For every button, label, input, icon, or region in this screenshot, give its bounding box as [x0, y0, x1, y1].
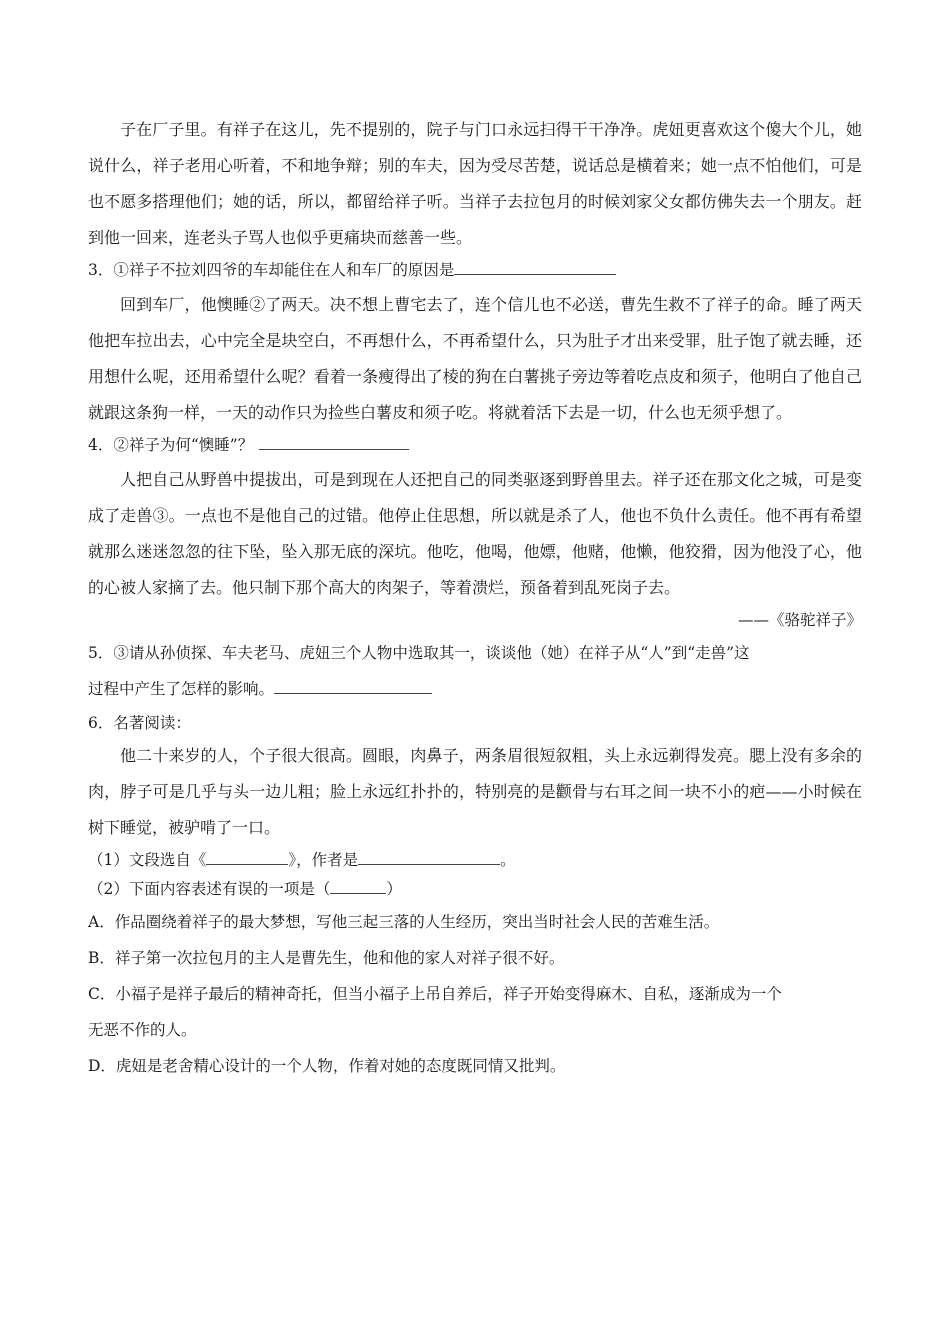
sub-1-prefix: （1）文段选自《 — [88, 851, 207, 869]
option-c-line-2: 无恶不作的人。 — [88, 1021, 197, 1039]
question-6-passage: 他二十来岁的人，个子很大很高。圆眼，肉鼻子，两条眉很短叙粗，头上永远剃得发亮。腮上没有多余的肉，脖子可是几乎与头一边儿粗；脸上永远红扑扑的，特别亮的是颧骨与右耳之间一块不小的疤——小时候在树下睡觉，被驴啃了一口。 — [88, 746, 862, 837]
answer-blank-book-title[interactable] — [206, 848, 288, 865]
answer-blank-q5[interactable] — [274, 677, 432, 694]
sub-1-suffix: 。 — [500, 851, 516, 869]
question-3-text: 3．①祥子不拉刘四爷的车却能住在人和车厂的原因是 — [88, 261, 455, 279]
question-5-line-2 — [88, 671, 862, 707]
document-page — [88, 112, 862, 1084]
question-5-line-1: 5．③请从孙侦探、车夫老马、虎妞三个人物中选取其一，谈谈他（她）在祥子从“人”到“走兽”这 — [88, 644, 750, 662]
question-6-sub-2 — [88, 875, 862, 904]
answer-blank-q4[interactable] — [259, 433, 409, 450]
option-d: D．虎妞是老舍精心设计的一个人物，作着对她的态度既同情又批判。 — [88, 1057, 566, 1075]
passage-2: 回到车厂，他懊睡②了两天。决不想上曹宅去了，连个信儿也不必送，曹先生救不了祥子的命。睡了两天他把车拉出去，心中完全是块空白，不再想什么，不再希望什么，只为肚子才出来受罪，肚子饱了就去睡，还用想什么呢，还用希望什么呢？看着一条瘦得出了棱的狗在白薯挑子旁边等着吃点皮和须子，他明白了他自己就跟这条狗一样，一天的动作只为捡些白薯皮和须子吃。将就着活下去是一切，什么也无须乎想了。 — [88, 295, 862, 422]
source-attribution: ——《骆驼祥子》 — [737, 611, 862, 629]
question-3 — [88, 256, 862, 285]
question-6-sub-1 — [88, 846, 862, 875]
answer-blank-author[interactable] — [358, 848, 500, 865]
passage-1: 子在厂子里。有祥子在这儿，先不提别的，院子与门口永远扫得干干净净。虎妞更喜欢这个傻大个儿，她说什么，祥子老用心听着，不和地争辩；别的车夫，因为受尽苦楚，说话总是横着来；她一点不怕他们，可是也不愿多搭理他们；她的话，所以，都留给祥子听。当祥子去拉包月的时候刘家父女都仿佛失去一个朋友。赶到他一回来，连老头子骂人也似乎更痛块而慈善一些。 — [88, 120, 862, 247]
option-a: A．作品圈绕着祥子的最大梦想，写他三起三落的人生经历，突出当时社会人民的苦难生活。 — [88, 913, 720, 931]
passage-3: 人把自己从野兽中提拔出，可是到现在人还把自己的同类驱逐到野兽里去。祥子还在那文化之城，可是变成了走兽③。一点也不是他自己的过错。他停止住思想，所以就是杀了人，他也不负什么责任。他不再有希望就那么迷迷忽忽的往下坠，坠入那无底的深坑。他吃，他喝，他嫖，他赌，他懒，他狡猾，因为他没了心，他的心被人家摘了去。他只制下那个高大的肉架子，等着溃烂，预备着到乱死岗子去。 — [88, 470, 862, 597]
answer-blank-q3[interactable] — [454, 258, 616, 275]
answer-blank-choice[interactable] — [330, 877, 386, 894]
question-6-heading: 6．名著阅读： — [88, 714, 191, 732]
sub-2-prefix: （2）下面内容表述有误的一项是（ — [88, 880, 331, 898]
option-b: B．祥子第一次拉包月的主人是曹先生，他和他的家人对祥子很不好。 — [88, 949, 565, 967]
question-5-text: 过程中产生了怎样的影响。 — [88, 680, 275, 698]
question-4-text: 4．②祥子为何“懊睡”？ — [88, 436, 254, 454]
option-c-line-1: C．小福子是祥子最后的精神奇托，但当小福子上吊自养后，祥子开始变得麻木、自私，逐渐成为一个 — [88, 985, 782, 1003]
question-4 — [88, 431, 862, 460]
sub-1-middle: 》，作者是 — [288, 851, 359, 869]
sub-2-suffix: ） — [386, 880, 402, 898]
